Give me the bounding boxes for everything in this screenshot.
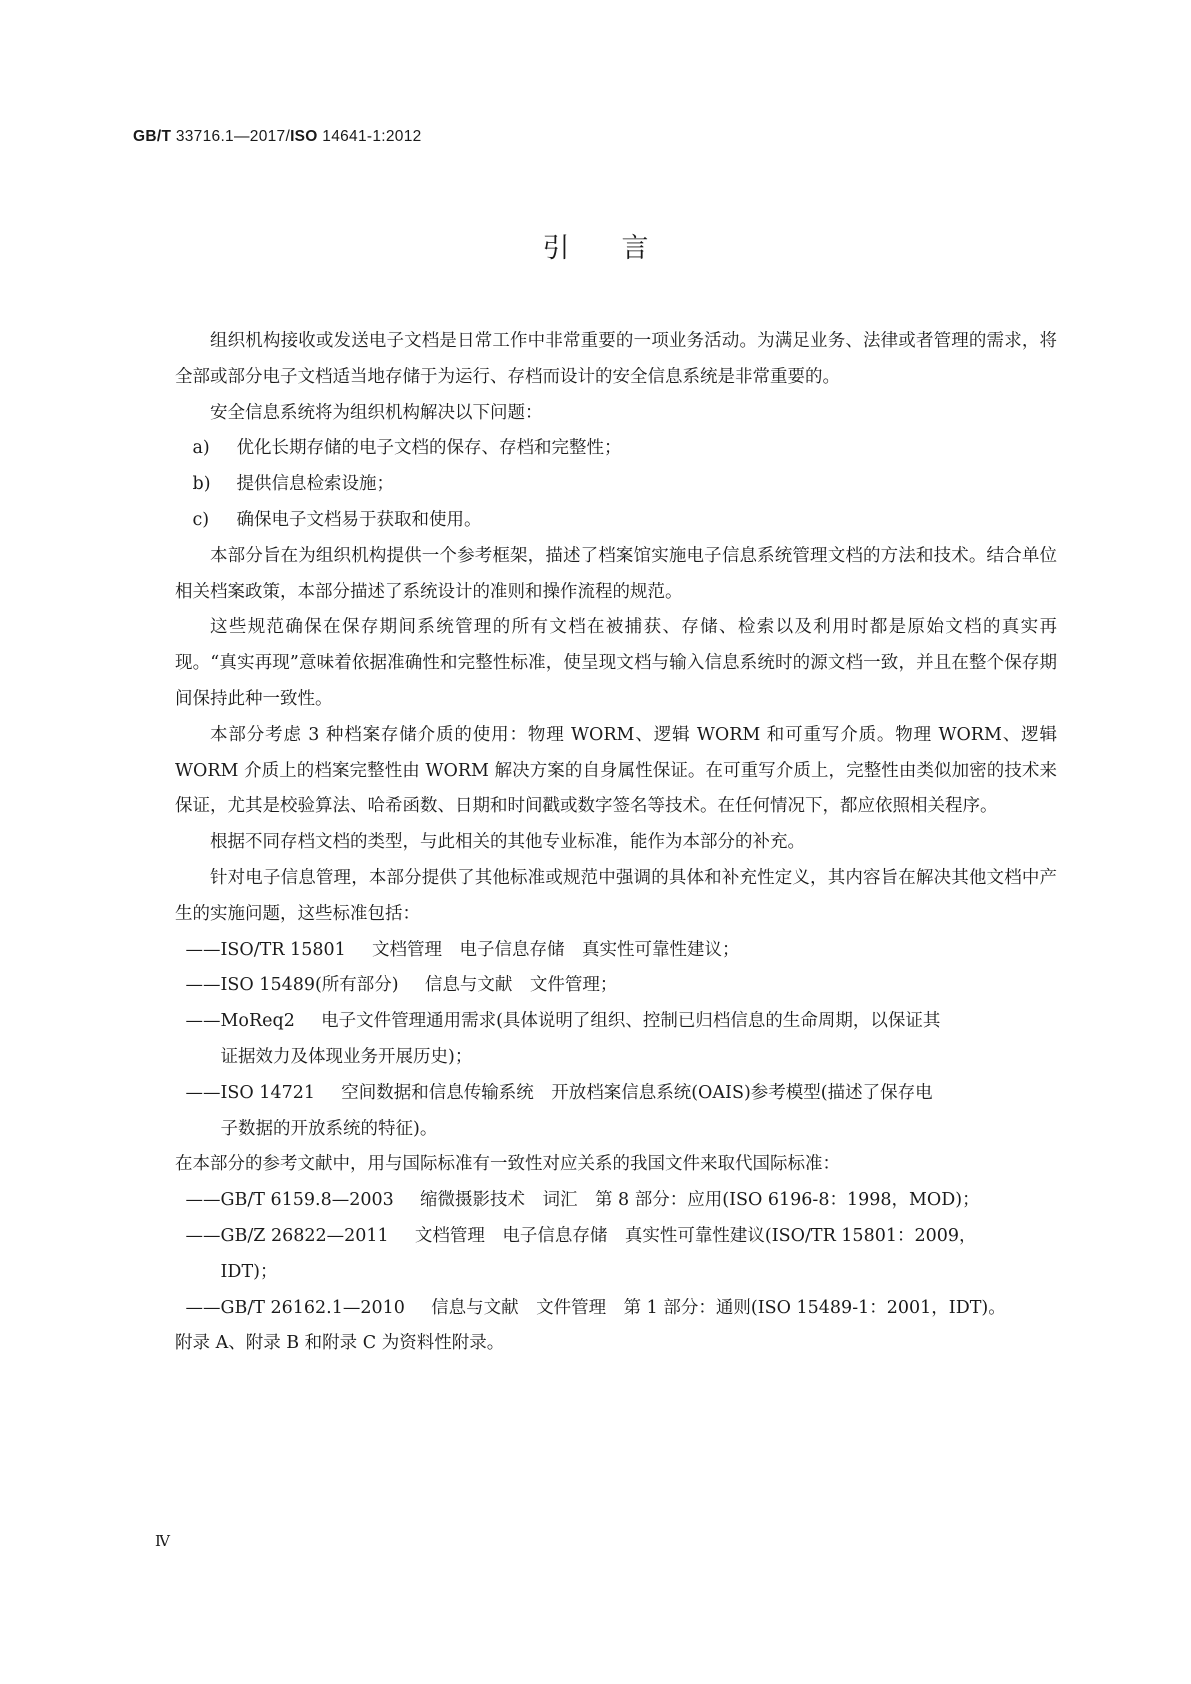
paragraph-8: 在本部分的参考文献中，用与国际标准有一致性对应关系的我国文件来取代国际标准： xyxy=(175,1154,840,1175)
list-item-marker: b) xyxy=(192,474,211,495)
national-standard-entry-continuation: IDT)； xyxy=(220,1261,278,1282)
standard-code: ISO 15489(所有部分) xyxy=(220,975,399,996)
dash-marker: —— xyxy=(185,1011,221,1032)
std-number: 33716.1—2017/ xyxy=(171,128,291,145)
standard-entry-continuation: 证据效力及体现业务开展历史)； xyxy=(220,1046,473,1067)
paragraph-1: 组织机构接收或发送电子文档是日常工作中非常重要的一项业务活动。为满足业务、法律或者管理的需求，将全部或部分电子文档适当地存储于为运行、存档而设计的安全信息系统是非常重要的。 xyxy=(175,331,1057,387)
list-item-text: 优化长期存储的电子文档的保存、存档和完整性； xyxy=(236,438,622,459)
standard-title: 文档管理 电子信息存储 真实性可靠性建议； xyxy=(371,939,740,960)
page-number: Ⅳ xyxy=(155,1532,170,1550)
standard-code: ISO 14721 xyxy=(220,1082,315,1103)
list-item-marker: c) xyxy=(192,509,210,530)
standard-code: ISO/TR 15801 xyxy=(220,939,346,960)
dash-marker: —— xyxy=(185,1225,221,1246)
dash-marker: —— xyxy=(185,975,221,996)
standard-code: GB/T 6159.8—2003 xyxy=(220,1190,394,1211)
iso-number: 14641-1:2012 xyxy=(317,128,422,145)
paragraph-4: 这些规范确保在保存期间系统管理的所有文档在被捕获、存储、检索以及利用时都是原始文档的真实再现。“真实再现”意味着依据准确性和完整性标准，使呈现文档与输入信息系统时的源文档一致，并且在整个保存期间保持此种一致性。 xyxy=(175,617,1057,709)
dash-marker: —— xyxy=(185,1190,221,1211)
national-standard-entry xyxy=(175,1183,1057,1219)
dash-marker: —— xyxy=(185,1297,221,1318)
list-item-c xyxy=(175,503,1057,539)
iso-prefix: ISO xyxy=(290,128,318,145)
list-item-a xyxy=(175,431,1057,467)
national-standard-entry xyxy=(175,1291,1057,1327)
standard-title: 空间数据和信息传输系统 开放档案信息系统(OAIS)参考模型(描述了保存电 xyxy=(341,1082,933,1103)
paragraph-9: 附录 A、附录 B 和附录 C 为资料性附录。 xyxy=(175,1333,505,1354)
standard-entry-continuation: 子数据的开放系统的特征)。 xyxy=(220,1118,438,1139)
standard-title: 信息与文献 文件管理； xyxy=(424,975,618,996)
document-body xyxy=(175,324,1057,1362)
standard-entry xyxy=(175,1076,1057,1112)
national-standard-entry xyxy=(175,1219,1057,1255)
paragraph-6: 根据不同存档文档的类型，与此相关的其他专业标准，能作为本部分的补充。 xyxy=(210,832,805,853)
paragraph-5: 本部分考虑 3 种档案存储介质的使用：物理 WORM、逻辑 WORM 和可重写介质。物理 WORM、逻辑 WORM 介质上的档案完整性由 WORM 解决方案的自身属性保证。在可重写介质上，完整性由类似加密的技术来保证，尤其是校验算法、哈希函数、日期和时间戳或数字签名等技术。在任何情况下，都应依照相关程序。 xyxy=(175,724,1057,817)
paragraph-3: 本部分旨在为组织机构提供一个参考框架，描述了档案馆实施电子信息系统管理文档的方法和技术。结合单位相关档案政策，本部分描述了系统设计的准则和操作流程的规范。 xyxy=(175,545,1057,602)
standard-title: 缩微摄影技术 词汇 第 8 部分：应用(ISO 6196-8：1998，MOD)； xyxy=(420,1190,980,1211)
list-item-marker: a) xyxy=(192,438,210,459)
list-item-b xyxy=(175,467,1057,503)
standard-entry xyxy=(175,933,1057,969)
standard-entry xyxy=(175,968,1057,1004)
list-item-text: 确保电子文档易于获取和使用。 xyxy=(236,509,482,530)
std-prefix: GB/T xyxy=(133,128,172,145)
standard-code: MoReq2 xyxy=(220,1011,295,1032)
page-title: 引言 xyxy=(542,233,701,264)
paragraph-2: 安全信息系统将为组织机构解决以下问题： xyxy=(210,402,543,423)
standard-number-header xyxy=(133,128,422,146)
dash-marker: —— xyxy=(185,939,221,960)
standard-code: GB/Z 26822—2011 xyxy=(220,1225,389,1246)
standard-title: 电子文件管理通用需求(具体说明了组织、控制已归档信息的生命周期，以保证其 xyxy=(321,1011,941,1032)
standard-title: 文档管理 电子信息存储 真实性可靠性建议(ISO/TR 15801：2009， xyxy=(414,1225,977,1246)
standard-entry xyxy=(175,1004,1057,1040)
paragraph-7: 针对电子信息管理，本部分提供了其他标准或规范中强调的具体和补充性定义，其内容旨在解决其他文档中产生的实施问题，这些标准包括： xyxy=(175,867,1057,924)
dash-marker: —— xyxy=(185,1082,221,1103)
standard-title: 信息与文献 文件管理 第 1 部分：通则(ISO 15489-1：2001，IDT)。 xyxy=(431,1297,1006,1318)
standard-code: GB/T 26162.1—2010 xyxy=(220,1297,405,1318)
list-item-text: 提供信息检索设施； xyxy=(236,474,394,495)
